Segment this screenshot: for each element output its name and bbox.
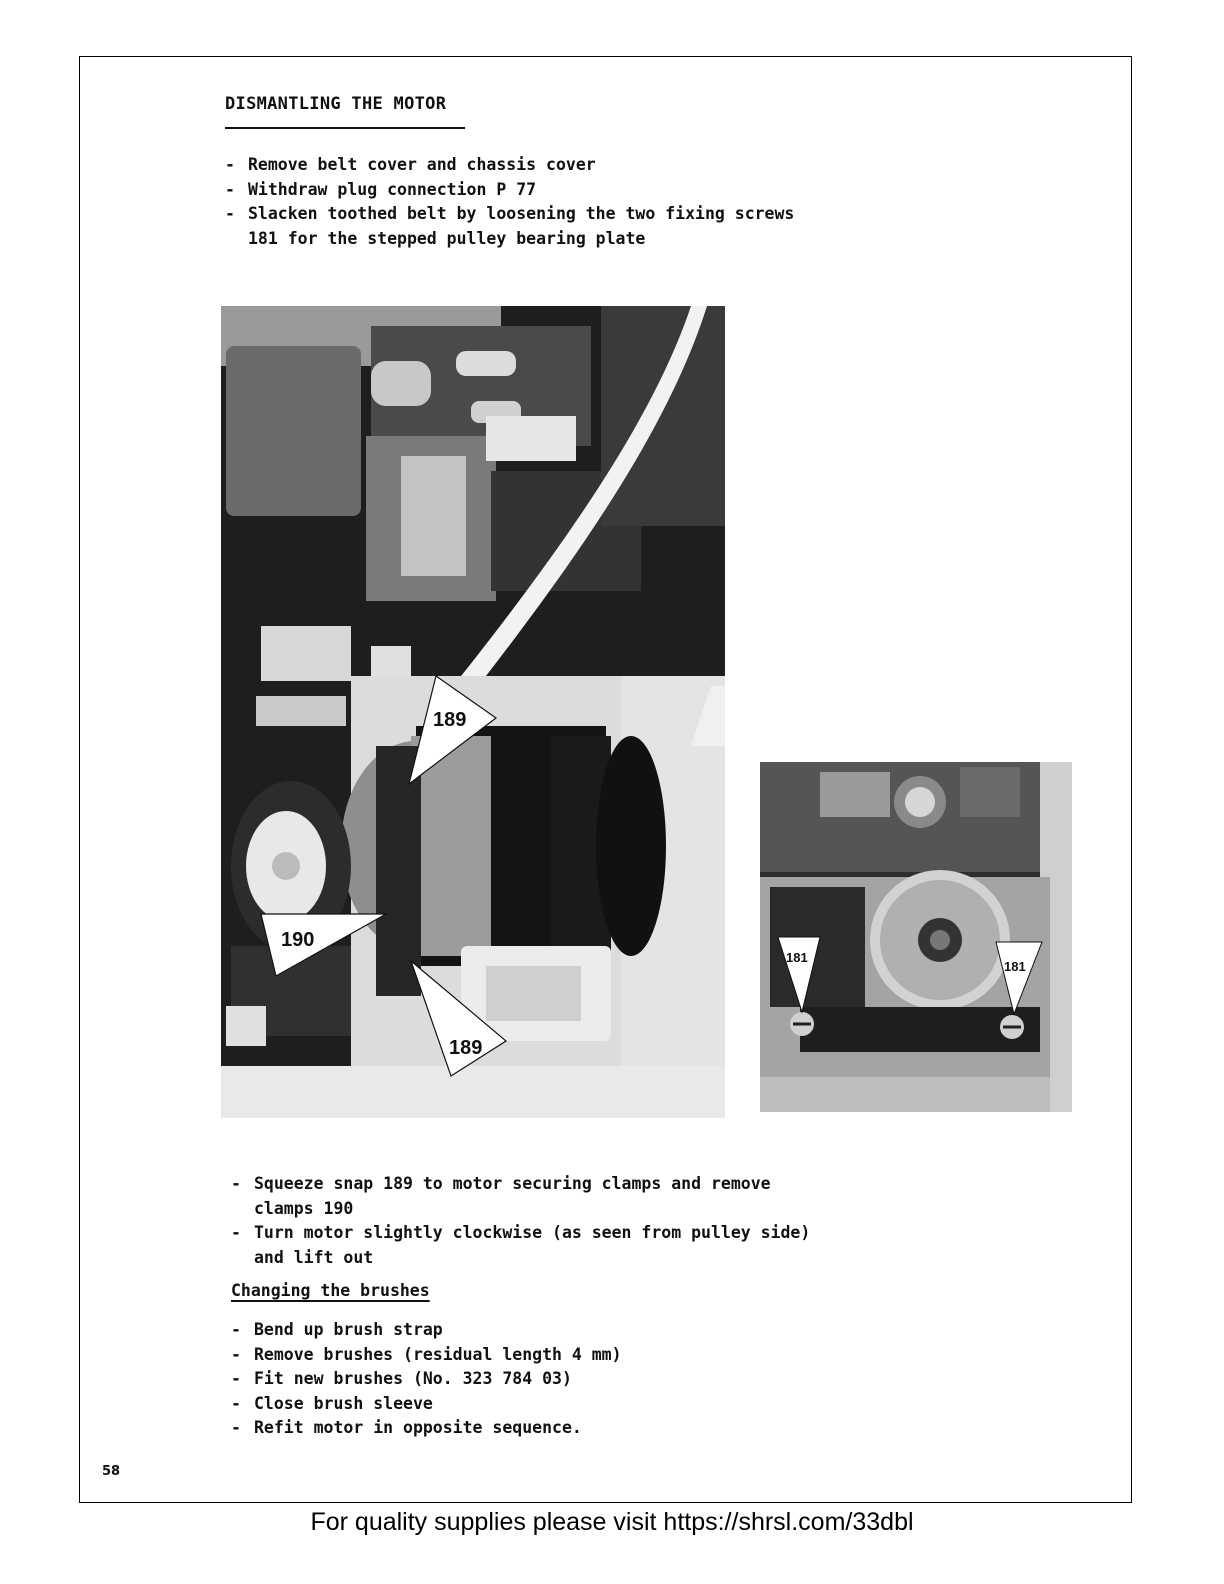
list-item: - Bend up brush strap bbox=[231, 1318, 622, 1343]
list-item: - Refit motor in opposite sequence. bbox=[231, 1416, 622, 1441]
footer-text: For quality supplies please visit https://shrsl.com/33dbl bbox=[310, 1508, 914, 1536]
list-item: - Remove brushes (residual length 4 mm) bbox=[231, 1343, 622, 1368]
removal-steps-list bbox=[231, 1172, 810, 1270]
list-item: - Withdraw plug connection P 77 bbox=[225, 178, 794, 203]
callout-label-181-left: 181 bbox=[786, 950, 808, 965]
list-item: - Remove belt cover and chassis cover bbox=[225, 153, 794, 178]
title-underline bbox=[225, 127, 465, 129]
callout-label-190: 190 bbox=[281, 929, 315, 951]
motor-callouts bbox=[221, 306, 725, 1118]
intro-steps-list bbox=[225, 153, 794, 251]
callout-arrow-181-right bbox=[996, 942, 1042, 1014]
list-item: - Fit new brushes (No. 323 784 03) bbox=[231, 1367, 622, 1392]
callout-label-189-top: 189 bbox=[433, 709, 467, 731]
callout-arrow-181-left bbox=[778, 937, 820, 1012]
callout-label-189-bottom: 189 bbox=[449, 1037, 483, 1059]
motor-photo bbox=[221, 306, 725, 1118]
brushes-steps-list bbox=[231, 1318, 622, 1441]
callout-label-181-right: 181 bbox=[1004, 959, 1026, 974]
page-number: 58 bbox=[102, 1464, 121, 1479]
list-item: - Squeeze snap 189 to motor securing clamps and remove clamps 190 bbox=[231, 1172, 810, 1221]
page-title: DISMANTLING THE MOTOR bbox=[225, 94, 447, 114]
callout-arrow-190 bbox=[261, 914, 386, 976]
list-item: - Close brush sleeve bbox=[231, 1392, 622, 1417]
list-item: - Slacken toothed belt by loosening the two fixing screws 181 for the stepped pulley bearing plate bbox=[225, 202, 794, 251]
pulley-photo bbox=[760, 762, 1072, 1112]
brushes-heading: Changing the brushes bbox=[231, 1281, 430, 1300]
pulley-callouts bbox=[760, 762, 1072, 1112]
list-item: - Turn motor slightly clockwise (as seen from pulley side) and lift out bbox=[231, 1221, 810, 1270]
